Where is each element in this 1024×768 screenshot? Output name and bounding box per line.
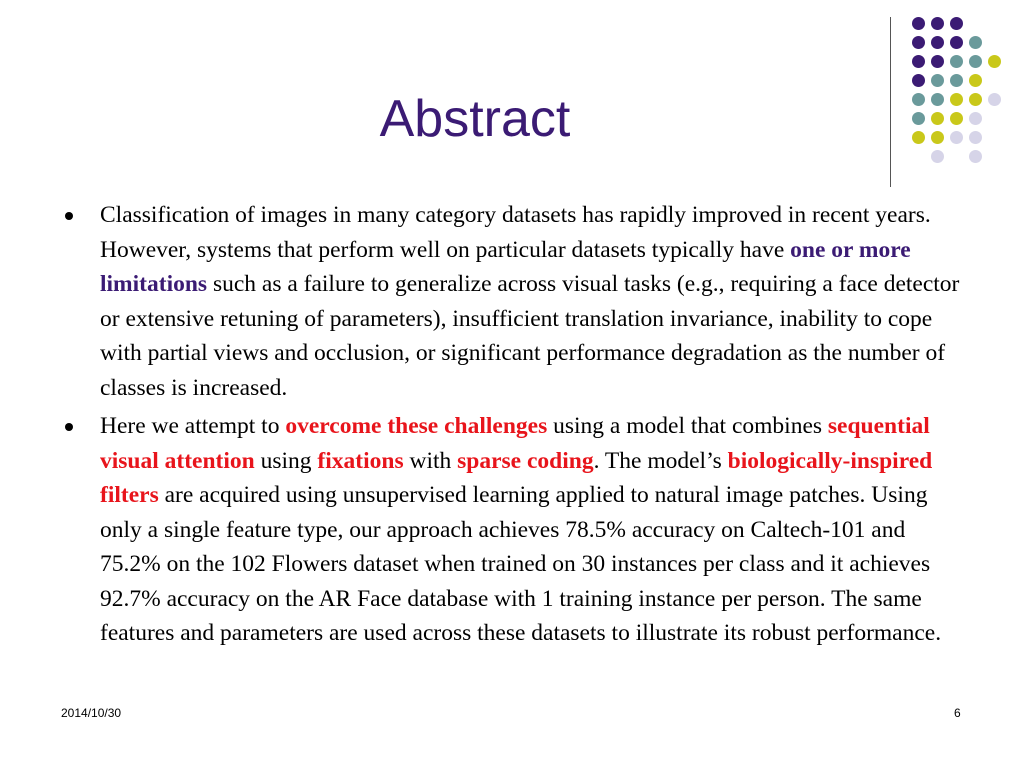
bullet-highlight: sparse coding xyxy=(457,447,594,474)
decorative-dot xyxy=(969,74,982,87)
bullet-text xyxy=(100,413,941,646)
bullet-segment: . The model’s xyxy=(593,447,728,474)
bullet-highlight: one or more limitations xyxy=(100,236,911,297)
bullet-highlight: fixations xyxy=(317,447,404,474)
bullet-segment: Here we attempt to xyxy=(100,413,286,439)
bullet-segment: with xyxy=(403,447,458,474)
bullet-highlight: sequential visual attention xyxy=(100,413,930,474)
decorative-dot xyxy=(950,17,963,30)
bullet-segment: are acquired using unsupervised learning applied to natural image patches. Using only a single feature type, our approach achieves 78.5% accuracy on Caltech-101 and 75.2% on the 102 Flowers dataset when trained on 30 instances per class and it achieves 92.7% accuracy on the AR Face database with 1 training instance per person. The same features and parameters are used across these datasets to illustrate its robust performance. xyxy=(100,482,942,646)
decorative-dot xyxy=(969,36,982,49)
decorative-dot xyxy=(950,74,963,87)
decorative-dot xyxy=(969,131,982,144)
decorative-dot xyxy=(969,93,982,106)
decorative-dot xyxy=(988,93,1001,106)
decorative-dot xyxy=(969,55,982,68)
footer-date: 2014/10/30 xyxy=(61,706,122,720)
decorative-dot xyxy=(931,150,944,163)
decorative-dot xyxy=(969,150,982,163)
bullet-item xyxy=(62,198,962,405)
bullet-highlight: overcome these challenges xyxy=(285,413,548,439)
decorative-dot xyxy=(912,17,925,30)
decorative-dot xyxy=(950,131,963,144)
decorative-dot xyxy=(950,93,963,106)
bullet-item xyxy=(62,409,962,651)
decorative-dot xyxy=(950,112,963,125)
decorative-dot xyxy=(912,36,925,49)
page-number: 6 xyxy=(954,706,961,720)
bullet-segment: using a model that combines xyxy=(547,413,828,439)
decorative-dot xyxy=(950,36,963,49)
bullet-text xyxy=(100,202,959,401)
decorative-dot xyxy=(912,55,925,68)
decorative-dot xyxy=(931,17,944,30)
decorative-dot xyxy=(969,112,982,125)
decorative-dot xyxy=(931,74,944,87)
decorative-dot xyxy=(931,55,944,68)
bullet-dot-icon xyxy=(65,212,73,220)
decorative-dot xyxy=(912,74,925,87)
bullet-highlight: biologically-inspired filters xyxy=(100,447,933,508)
bullet-segment: using xyxy=(254,447,318,474)
bullet-dot-icon xyxy=(65,423,73,431)
abstract-content xyxy=(62,198,962,655)
decorative-dot xyxy=(950,55,963,68)
decorative-dot xyxy=(988,55,1001,68)
bullet-segment: such as a failure to generalize across visual tasks (e.g., requiring a face detector or extensive retuning of parameters), insufficient translation invariance, inability to cope with partial views and occlusion, or significant performance degradation as the number of classes is increased. xyxy=(100,271,960,401)
decorative-dot xyxy=(931,36,944,49)
slide-title: Abstract xyxy=(379,90,571,148)
bullet-segment: Classification of images in many category datasets has rapidly improved in recent years. However, systems that perform well on particular datasets typically have xyxy=(100,202,931,263)
